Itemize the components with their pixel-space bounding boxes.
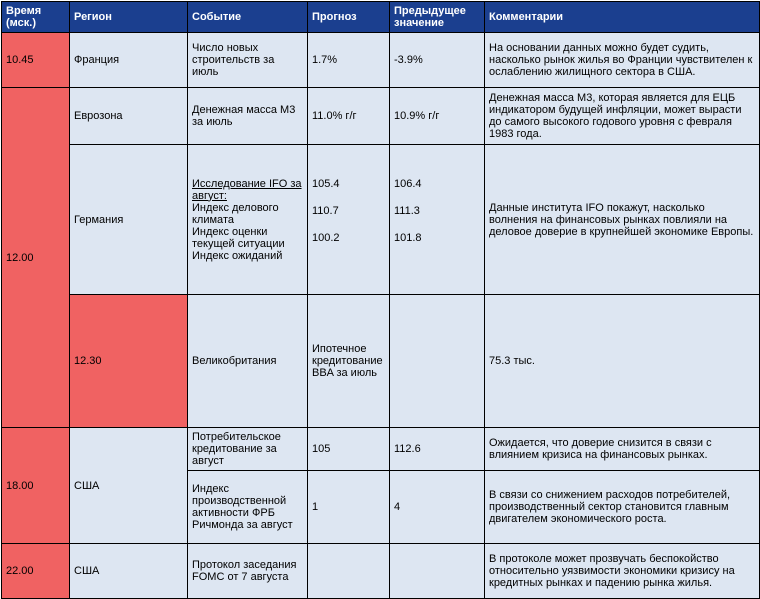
header-time: Время (мск.) (2, 2, 70, 33)
event-cell: Индекс производственной активности ФРБ Ричмонда за август (188, 471, 308, 544)
event-cell (188, 145, 308, 295)
region-cell: Еврозона (70, 88, 188, 145)
comment-cell: Данные института IFO покажут, насколько волнения на финансовых рынках повлияли на деловое доверие в крупнейшей экономике Европы. (485, 145, 760, 295)
region-cell: Франция (70, 33, 188, 88)
forecast-value: 105.4 (312, 178, 340, 190)
forecast-value: 100.2 (312, 232, 340, 244)
time-cell: 18.00 (2, 428, 70, 544)
table-row (2, 295, 760, 428)
table-row (2, 428, 760, 471)
ifo-current-situation-label: Индекс оценки текущей ситуации (192, 225, 285, 250)
region-cell: США (70, 544, 188, 599)
table-row (2, 88, 760, 145)
forecast-cell (308, 544, 390, 599)
economic-calendar-table (1, 1, 760, 599)
previous-value: 111.3 (394, 205, 420, 217)
forecast-cell: 1.7% (308, 33, 390, 88)
comment-cell: На основании данных можно будет судить, насколько рынок жилья во Франции чувствителен к ослаблению жилищного сектора в США. (485, 33, 760, 88)
region-cell: США (70, 428, 188, 544)
table-row (2, 544, 760, 599)
previous-value: 106.4 (394, 178, 422, 190)
ifo-business-climate-label: Индекс делового климата (192, 201, 279, 226)
header-row (2, 2, 760, 33)
event-cell: Протокол заседания FOMC от 7 августа (188, 544, 308, 599)
table-row (2, 145, 760, 295)
region-cell: Германия (70, 145, 188, 295)
time-cell: 12.30 (70, 295, 188, 428)
region-cell: Великобритания (188, 295, 308, 428)
header-comments: Комментарии (485, 2, 760, 33)
previous-cell (390, 145, 485, 295)
forecast-cell: 11.0% г/г (308, 88, 390, 145)
previous-value: 101.8 (394, 232, 422, 244)
previous-cell: 75.3 тыс. (485, 295, 760, 428)
previous-cell: -3.9% (390, 33, 485, 88)
header-region: Регион (70, 2, 188, 33)
event-cell: Ипотечное кредитование BBA за июль (308, 295, 390, 428)
time-cell: 12.00 (2, 88, 70, 428)
header-previous: Предыдущее значение (390, 2, 485, 33)
ifo-survey-title: Исследование IFO за август: (192, 177, 302, 202)
event-cell: Потребительское кредитование за август (188, 428, 308, 471)
forecast-cell: 1 (308, 471, 390, 544)
previous-cell (390, 544, 485, 599)
forecast-value: 110.7 (312, 205, 339, 217)
time-cell: 10.45 (2, 33, 70, 88)
forecast-cell (308, 145, 390, 295)
previous-cell: 112.6 (390, 428, 485, 471)
time-cell: 22.00 (2, 544, 70, 599)
previous-cell: 4 (390, 471, 485, 544)
table-row (2, 33, 760, 88)
comment-cell: В связи со снижением расходов потребителей, производственный сектор становится главным двигателем экономического роста. (485, 471, 760, 544)
event-cell: Денежная масса М3 за июль (188, 88, 308, 145)
forecast-cell: 105 (308, 428, 390, 471)
comment-cell: Денежная масса М3, которая является для ЕЦБ индикатором будущей инфляции, может вырасти до самого высокого годового уровня с февраля 1983 года. (485, 88, 760, 145)
forecast-cell (390, 295, 485, 428)
previous-cell: 10.9% г/г (390, 88, 485, 145)
ifo-expectations-label: Индекс ожиданий (192, 249, 283, 262)
comment-cell: Ожидается, что доверие снизится в связи с влиянием кризиса на финансовых рынках. (485, 428, 760, 471)
comment-cell: В протоколе может прозвучать беспокойство относительно уязвимости экономики кризису на кредитных рынках и падению рынка жилья. (485, 544, 760, 599)
header-event: Событие (188, 2, 308, 33)
header-forecast: Прогноз (308, 2, 390, 33)
event-cell: Число новых строительств за июль (188, 33, 308, 88)
